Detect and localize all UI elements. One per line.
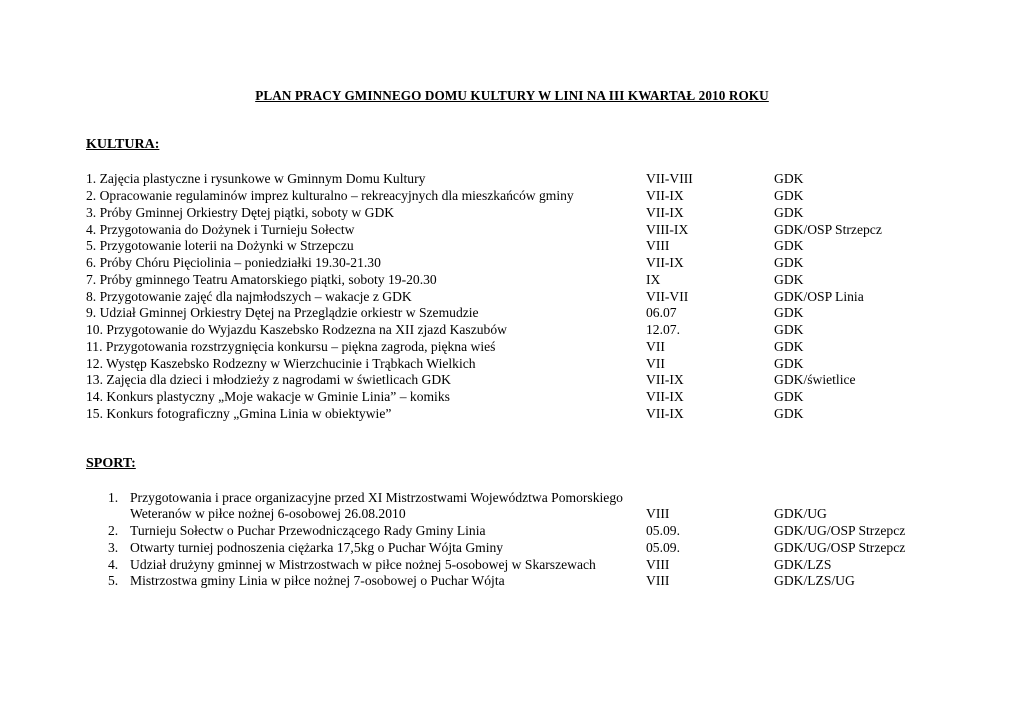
item-organizer: GDK bbox=[774, 305, 804, 320]
list-item bbox=[86, 338, 986, 355]
item-text: 9. Udział Gminnej Orkiestry Dętej na Przeglądzie orkiestr w Szemudzie bbox=[86, 305, 479, 320]
item-text: 15. Konkurs fotograficzny „Gmina Linia w obiektywie” bbox=[86, 406, 392, 421]
list-item bbox=[86, 254, 986, 271]
item-organizer: GDK bbox=[774, 356, 804, 371]
item-organizer: GDK bbox=[774, 255, 804, 270]
list-item bbox=[86, 405, 986, 422]
item-organizer: GDK bbox=[774, 188, 804, 203]
list-item bbox=[86, 539, 986, 556]
item-number: 4. bbox=[108, 557, 119, 572]
item-number: 5. bbox=[108, 573, 119, 588]
item-date: VII bbox=[646, 339, 665, 354]
item-text: 1. Zajęcia plastyczne i rysunkowe w Gminnym Domu Kultury bbox=[86, 171, 426, 186]
item-date: VII-IX bbox=[646, 406, 684, 421]
item-organizer: GDK bbox=[774, 272, 804, 287]
section-heading-kultura: KULTURA: bbox=[86, 137, 160, 152]
item-text: 6. Próby Chóru Pięciolinia – poniedziałki 19.30-21.30 bbox=[86, 255, 381, 270]
item-date: VII-IX bbox=[646, 372, 684, 387]
list-item bbox=[86, 304, 986, 321]
list-item bbox=[86, 204, 986, 221]
list-item bbox=[86, 489, 986, 506]
item-organizer: GDK bbox=[774, 205, 804, 220]
item-text: Mistrzostwa gminy Linia w piłce nożnej 7-osobowej o Puchar Wójta bbox=[130, 573, 505, 588]
item-date: VIII bbox=[646, 557, 670, 572]
list-item bbox=[86, 221, 986, 238]
item-organizer: GDK/UG/OSP Strzepcz bbox=[774, 540, 906, 555]
item-number: 2. bbox=[108, 523, 119, 538]
item-text: Turnieju Sołectw o Puchar Przewodniczącego Rady Gminy Linia bbox=[130, 523, 486, 538]
item-organizer: GDK bbox=[774, 171, 804, 186]
item-date: 05.09. bbox=[646, 540, 680, 555]
item-organizer: GDK bbox=[774, 339, 804, 354]
item-date: VIII-IX bbox=[646, 222, 689, 237]
item-number: 1. bbox=[108, 490, 119, 505]
list-item bbox=[86, 271, 986, 288]
item-text: 2. Opracowanie regulaminów imprez kulturalno – rekreacyjnych dla mieszkańców gminy bbox=[86, 188, 574, 203]
item-text: 11. Przygotowania rozstrzygnięcia konkursu – piękna zagroda, piękna wieś bbox=[86, 339, 496, 354]
item-organizer: GDK bbox=[774, 406, 804, 421]
item-text: Otwarty turniej podnoszenia ciężarka 17,5kg o Puchar Wójta Gminy bbox=[130, 540, 504, 555]
item-organizer: GDK/LZS bbox=[774, 557, 832, 572]
item-organizer: GDK/OSP Linia bbox=[774, 289, 864, 304]
list-item bbox=[86, 321, 986, 338]
item-organizer: GDK/UG/OSP Strzepcz bbox=[774, 523, 906, 538]
item-date: VII-IX bbox=[646, 188, 684, 203]
item-organizer: GDK/świetlice bbox=[774, 372, 856, 387]
list-item bbox=[86, 388, 986, 405]
item-text: 5. Przygotowanie loterii na Dożynki w Strzepczu bbox=[86, 238, 354, 253]
item-date: 12.07. bbox=[646, 322, 680, 337]
item-organizer: GDK/OSP Strzepcz bbox=[774, 222, 882, 237]
item-text: 3. Próby Gminnej Orkiestry Dętej piątki, soboty w GDK bbox=[86, 205, 395, 220]
item-text: 10. Przygotowanie do Wyjazdu Kaszebsko Rodzezna na XII zjazd Kaszubów bbox=[86, 322, 507, 337]
item-date: VII bbox=[646, 356, 665, 371]
item-text: 7. Próby gminnego Teatru Amatorskiego piątki, soboty 19-20.30 bbox=[86, 272, 437, 287]
section-heading-sport: SPORT: bbox=[86, 456, 136, 471]
item-date: VII-VII bbox=[646, 289, 689, 304]
item-text: 12. Występ Kaszebsko Rodzezny w Wierzchucinie i Trąbkach Wielkich bbox=[86, 356, 476, 371]
list-item bbox=[86, 522, 986, 539]
item-organizer: GDK bbox=[774, 322, 804, 337]
list-item bbox=[86, 170, 986, 187]
item-date: VII-IX bbox=[646, 205, 684, 220]
item-text: Przygotowania i prace organizacyjne przed XI Mistrzostwami Województwa Pomorskiego bbox=[130, 490, 623, 505]
item-date: VII-IX bbox=[646, 389, 684, 404]
list-item bbox=[86, 187, 986, 204]
item-text: 8. Przygotowanie zajęć dla najmłodszych – wakacje z GDK bbox=[86, 289, 412, 304]
item-date: VIII bbox=[646, 573, 670, 588]
list-item bbox=[86, 371, 986, 388]
item-organizer: GDK/LZS/UG bbox=[774, 573, 855, 588]
item-date: VII-VIII bbox=[646, 171, 693, 186]
list-item bbox=[86, 572, 986, 589]
item-date: IX bbox=[646, 272, 661, 287]
document-title: PLAN PRACY GMINNEGO DOMU KULTURY W LINI NA III KWARTAŁ 2010 ROKU bbox=[255, 88, 769, 103]
item-text: 13. Zajęcia dla dzieci i młodzieży z nagrodami w świetlicach GDK bbox=[86, 372, 452, 387]
list-item bbox=[86, 237, 986, 254]
list-item bbox=[86, 355, 986, 372]
item-date: 05.09. bbox=[646, 523, 680, 538]
item-organizer: GDK bbox=[774, 238, 804, 253]
item-organizer: GDK/UG bbox=[774, 506, 827, 521]
item-date: VII-IX bbox=[646, 255, 684, 270]
item-date: VIII bbox=[646, 238, 670, 253]
item-date: VIII bbox=[646, 506, 670, 521]
item-text: Weteranów w piłce nożnej 6-osobowej 26.08.2010 bbox=[130, 506, 406, 521]
item-date: 06.07 bbox=[646, 305, 677, 320]
list-item bbox=[86, 556, 986, 573]
item-text: 14. Konkurs plastyczny „Moje wakacje w Gminie Linia” – komiks bbox=[86, 389, 450, 404]
item-number: 3. bbox=[108, 540, 119, 555]
item-text: 4. Przygotowania do Dożynek i Turnieju Sołectw bbox=[86, 222, 355, 237]
item-organizer: GDK bbox=[774, 389, 804, 404]
list-item bbox=[86, 288, 986, 305]
list-item-continuation bbox=[86, 505, 986, 522]
item-text: Udział drużyny gminnej w Mistrzostwach w piłce nożnej 5-osobowej w Skarszewach bbox=[130, 557, 596, 572]
